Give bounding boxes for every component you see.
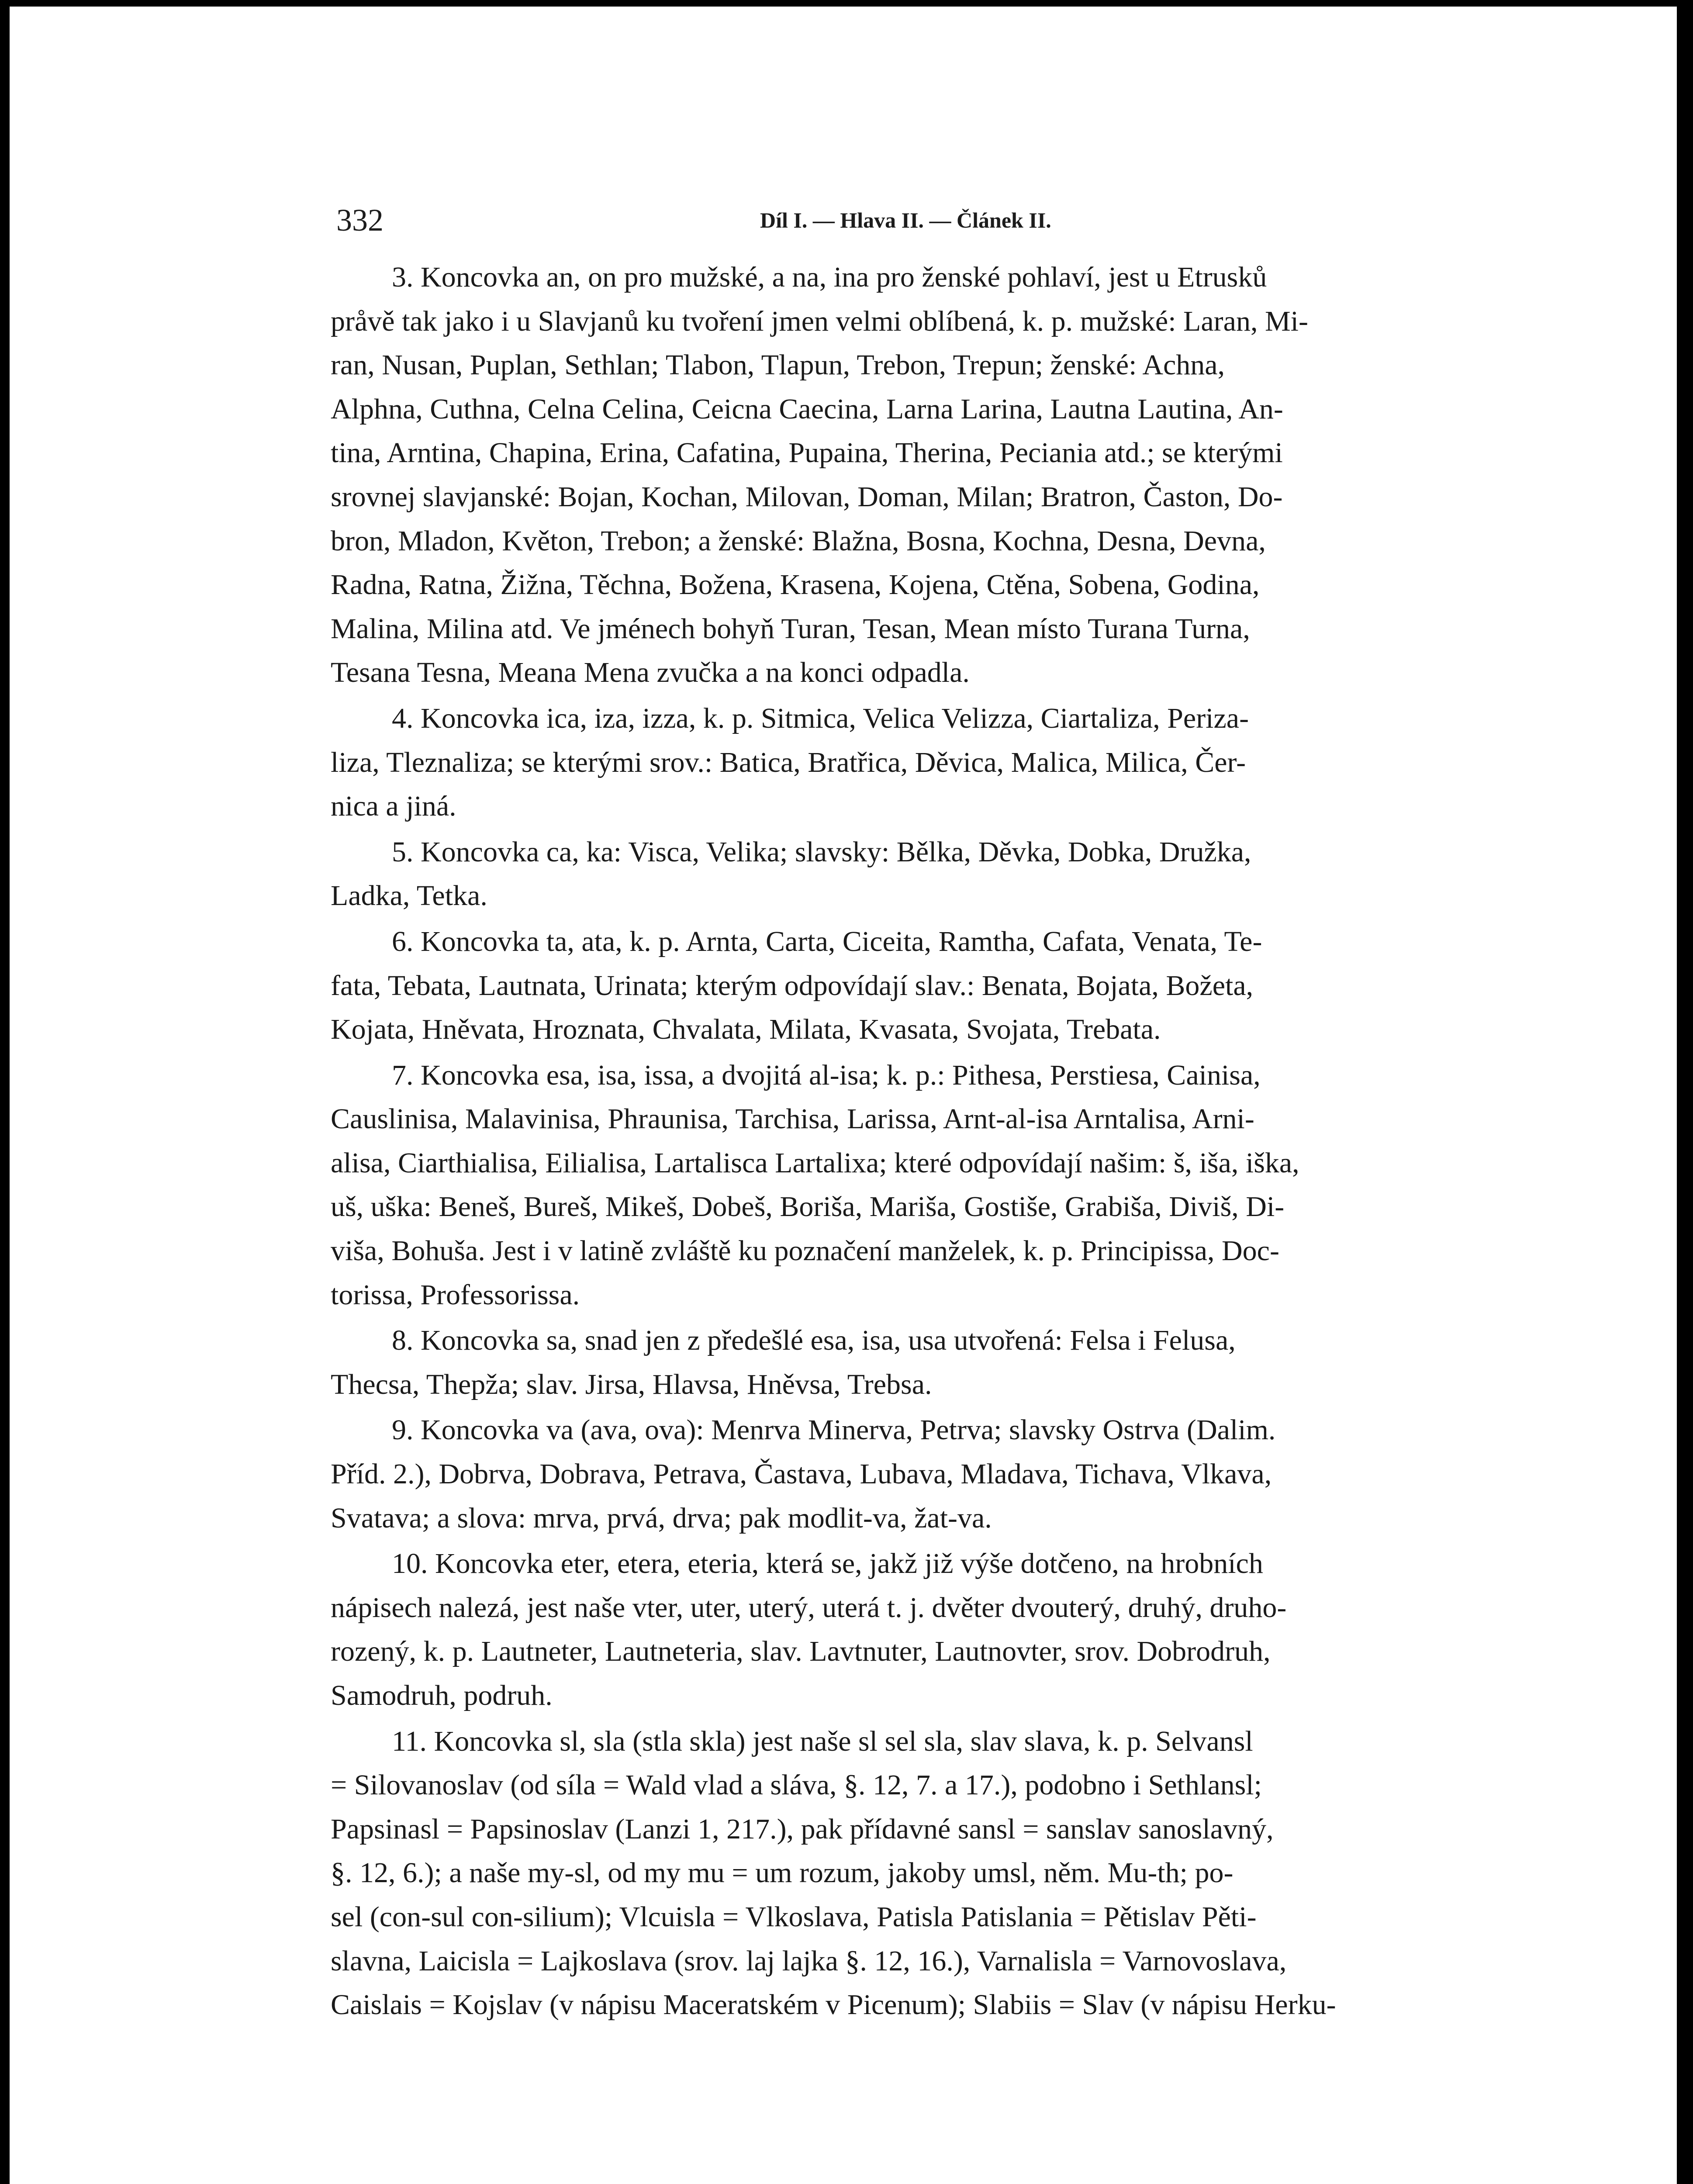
paragraph-5: 5. Koncovka ca, ka: Visca, Velika; slavsky: Bělka, Děvka, Dobka, Družka, Ladka, Tetka. — [331, 836, 1251, 912]
paragraph-7: 7. Koncovka esa, isa, issa, a dvojitá al-isa; k. p.: Pithesa, Perstiesa, Cainisa, Causlinisa, Malavinisa, Phraunisa, Tarchisa, Larissa, Arnt-al-isa Arntalisa, Arni- alisa, Ciarthialisa, Eilialisa, Lartalisca Lartalixa; které odpovídají našim: š, iša, iška, uš, uška: Beneš, Bureš, Mikeš, Dobeš, Boriša, Mariša, Gostiše, Grabiša, Diviš, Di- viša, Bohuša. Jest i v latině zvláště ku poznačení manželek, k. p. Principissa, Doc- torissa, Professorissa. — [331, 1059, 1299, 1311]
paragraph-3: 3. Koncovka an, on pro mužské, a na, ina pro ženské pohlaví, jest u Etrusků pråvě tak jako i u Slavjanů ku tvoření jmen velmi oblíbená, k. p. mužské: Laran, Mi- ran, Nusan, Puplan, Sethlan; Tlabon, Tlapun, Trebon, Trepun; ženské: Achna, Alphna, Cuthna, Celna Celina, Ceicna Caecina, Larna Larina, Lautna Lautina, An- tina, Arntina, Chapina, Erina, Cafatina, Pupaina, Therina, Peciania atd.; se kterými srovnej slavjanské: Bojan, Kochan, Milovan, Doman, Milan; Bratron, Časton, Do- bron, Mladon, Květon, Trebon; a ženské: Blažna, Bosna, Kochna, Desna, Devna, Radna, Ratna, Žižna, Těchna, Božena, Krasena, Kojena, Ctěna, Sobena, Godina, Malina, Milina atd. Ve jménech bohyň Turan, Tesan, Mean místo Turana Turna, Tesana Tesna, Meana Mena zvučka a na konci odpadla. — [331, 261, 1308, 689]
paragraph-10: 10. Koncovka eter, etera, eteria, která se, jakž již výše dotčeno, na hrobních nápisech nalezá, jest naše vter, uter, uterý, uterá t. j. dvěter dvouterý, druhý, druho- rozený, k. p. Lautneter, Lautneteria, slav. Lavtnuter, Lautnovter, srov. Dobrodruh, Samodruh, podruh. — [331, 1548, 1287, 1711]
paragraph-9: 9. Koncovka va (ava, ova): Menrva Minerva, Petrva; slavsky Ostrva (Dalim. Příd. 2.), Dobrva, Dobrava, Petrava, Častava, Lubava, Mladava, Tichava, Vlkava, Svatava; a slova: mrva, prvá, drva; pak modlit-va, žat-va. — [331, 1414, 1276, 1534]
paragraph-6: 6. Koncovka ta, ata, k. p. Arnta, Carta, Ciceita, Ramtha, Cafata, Venata, Te- fata, Tebata, Lautnata, Urinata; kterým odpovídají slav.: Benata, Bojata, Božeta, Kojata, Hněvata, Hroznata, Chvalata, Milata, Kvasata, Svojata, Trebata. — [331, 925, 1262, 1046]
paragraph-4: 4. Koncovka ica, iza, izza, k. p. Sitmica, Velica Velizza, Ciartaliza, Periza- liza, Tleznaliza; se kterými srov.: Batica, Bratřica, Děvica, Malica, Milica, Čer- nica a jiná. — [331, 702, 1249, 822]
page — [10, 7, 1677, 2184]
body-text — [331, 256, 1536, 2027]
paragraph-8: 8. Koncovka sa, snad jen z předešlé esa, isa, usa utvořená: Felsa i Felusa, Thecsa, Thepža; slav. Jirsa, Hlavsa, Hněvsa, Trebsa. — [331, 1324, 1236, 1400]
running-head — [336, 202, 1123, 237]
page-number: 332 — [336, 203, 384, 238]
paragraph-11: 11. Koncovka sl, sla (stla skla) jest naše sl sel sla, slav slava, k. p. Selvansl = Silovanoslav (od síla = Wald vlad a sláva, §. 12, 7. a 17.), podobno i Sethlansl; Papsinasl = Papsinoslav (Lanzi 1, 217.), pak přídavné sansl = sanslav sanoslavný, §. 12, 6.); a naše my-sl, od my mu = um rozum, jakoby umsl, něm. Mu-th; po- sel (con-sul con-silium); Vlcuisla = Vlkoslava, Patisla Patislania = Pětislav Pěti- slavna, Laicisla = Lajkoslava (srov. laj lajka §. 12, 16.), Varnalisla = Varnovoslava, Caislais = Kojslav (v nápisu Maceratském v Picenum); Slabiis = Slav (v nápisu Herku- — [331, 1725, 1336, 2021]
running-title: Díl I. — Hlava II. — Článek II. — [760, 208, 1051, 232]
